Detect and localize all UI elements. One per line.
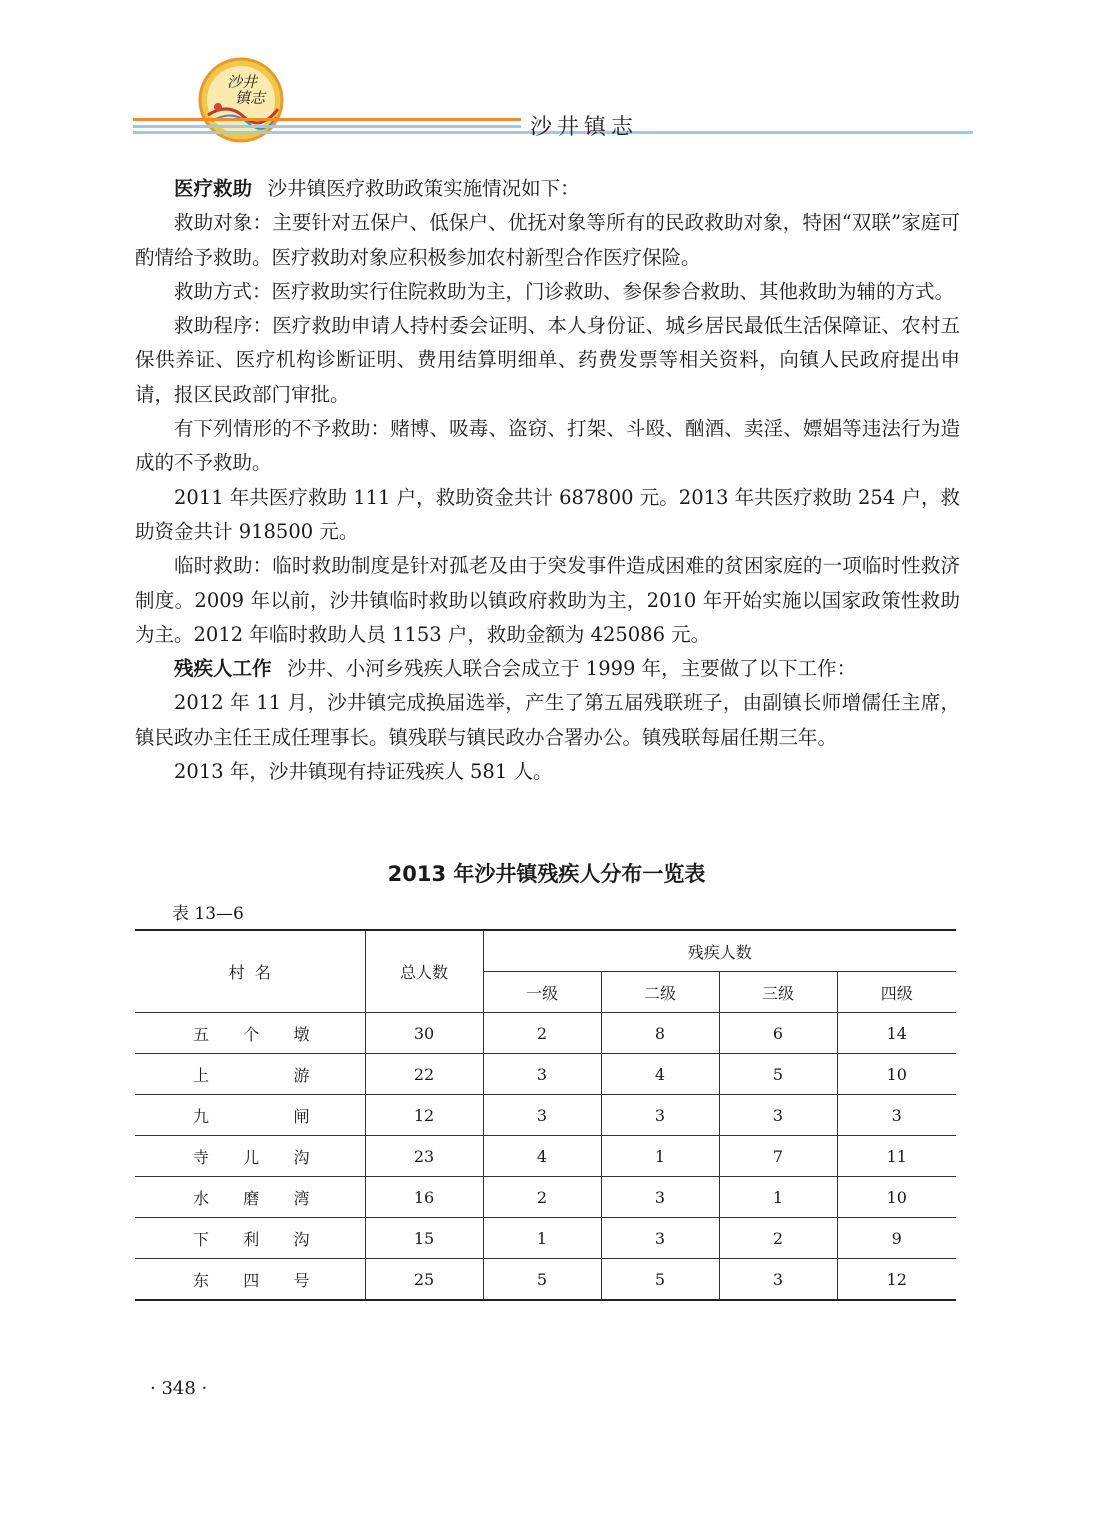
count-cell: 30 xyxy=(365,1013,483,1054)
count-cell: 3 xyxy=(483,1054,601,1095)
count-cell: 1 xyxy=(483,1218,601,1259)
count-cell: 3 xyxy=(601,1177,719,1218)
table-row xyxy=(135,1218,956,1259)
count-cell: 22 xyxy=(365,1054,483,1095)
paragraph-text: 2012 年 11 月，沙井镇完成换届选举，产生了第五届残联班子，由副镇长师增儒任主席，镇民政办主任王成任理事长。镇残联与镇民政办合署办公。镇残联每届任期三年。 xyxy=(135,691,960,749)
paragraph xyxy=(135,652,960,686)
paragraph xyxy=(135,755,960,789)
count-cell: 1 xyxy=(601,1136,719,1177)
count-cell: 15 xyxy=(365,1218,483,1259)
table-number: 表 13—6 xyxy=(172,904,244,924)
count-cell: 3 xyxy=(483,1095,601,1136)
village-name-cell: 寺儿沟 xyxy=(135,1136,365,1177)
paragraph xyxy=(135,686,960,755)
paragraph xyxy=(135,275,960,309)
page-number: · 348 · xyxy=(150,1378,208,1399)
paragraph xyxy=(135,481,960,550)
count-cell: 3 xyxy=(601,1218,719,1259)
svg-text:镇志: 镇志 xyxy=(234,89,266,107)
paragraph-text: 沙井、小河乡残疾人联合会成立于 1999 年，主要做了以下工作： xyxy=(287,657,857,681)
running-header-title: 沙井镇志 xyxy=(530,115,639,140)
section-heading: 残疾人工作 xyxy=(174,657,272,681)
village-name-cell: 下利沟 xyxy=(135,1218,365,1259)
paragraph-text: 2013 年，沙井镇现有持证残疾人 581 人。 xyxy=(174,760,553,784)
paragraph-text: 有下列情形的不予救助：赌博、吸毒、盗窃、打架、斗殴、酗酒、卖淫、嫖娼等违法行为造成的不予救助。 xyxy=(135,417,960,475)
paragraph xyxy=(135,549,960,652)
section-heading: 医疗救助 xyxy=(174,177,253,200)
paragraph xyxy=(135,412,960,481)
paragraph xyxy=(135,309,960,412)
paragraph-text: 2011 年共医疗救助 111 户，救助资金共计 687800 元。2013 年共医疗救助 254 户，救助资金共计 918500 元。 xyxy=(135,485,960,543)
count-cell: 11 xyxy=(837,1136,956,1177)
table-row xyxy=(135,1054,956,1095)
paragraph-text: 救助程序：医疗救助申请人持村委会证明、本人身份证、城乡居民最低生活保障证、农村五保供养证、医疗机构诊断证明、费用结算明细单、药费发票等相关资料，向镇人民政府提出申请，报区民政部门审批。 xyxy=(135,314,960,406)
count-cell: 14 xyxy=(837,1013,956,1054)
table-row xyxy=(135,1136,956,1177)
count-cell: 12 xyxy=(365,1095,483,1136)
header-level-3: 三级 xyxy=(719,972,837,1013)
count-cell: 16 xyxy=(365,1177,483,1218)
count-cell: 5 xyxy=(483,1259,601,1301)
header-total: 总人数 xyxy=(365,930,483,1013)
village-name-cell: 五个墩 xyxy=(135,1013,365,1054)
count-cell: 5 xyxy=(601,1259,719,1301)
paragraph xyxy=(135,206,960,275)
svg-text:沙井: 沙井 xyxy=(226,73,258,91)
count-cell: 23 xyxy=(365,1136,483,1177)
table-row xyxy=(135,1013,956,1054)
count-cell: 8 xyxy=(601,1013,719,1054)
count-cell: 1 xyxy=(719,1177,837,1218)
header-level-1: 一级 xyxy=(483,972,601,1013)
village-name-cell: 水磨湾 xyxy=(135,1177,365,1218)
paragraph-text: 临时救助：临时救助制度是针对孤老及由于突发事件造成困难的贫困家庭的一项临时性救济制度。2009 年以前，沙井镇临时救助以镇政府救助为主，2010 年开始实施以国家政策性救助为主。2012 年临时救助人员 1153 户，救助金额为 425086 元。 xyxy=(135,554,960,646)
body-text xyxy=(135,172,960,789)
count-cell: 3 xyxy=(601,1095,719,1136)
paragraph xyxy=(135,172,960,206)
count-cell: 10 xyxy=(837,1177,956,1218)
header-rule-orange xyxy=(133,118,521,121)
count-cell: 3 xyxy=(719,1095,837,1136)
table-row xyxy=(135,1177,956,1218)
count-cell: 10 xyxy=(837,1054,956,1095)
count-cell: 3 xyxy=(719,1259,837,1301)
paragraph-text: 沙井镇医疗救助政策实施情况如下： xyxy=(267,177,580,200)
header-disabled: 残疾人数 xyxy=(483,930,956,972)
count-cell: 2 xyxy=(483,1177,601,1218)
table-row xyxy=(135,1259,956,1301)
count-cell: 12 xyxy=(837,1259,956,1301)
village-name-cell: 东四号 xyxy=(135,1259,365,1301)
count-cell: 7 xyxy=(719,1136,837,1177)
village-name-cell: 九闸 xyxy=(135,1095,365,1136)
count-cell: 2 xyxy=(719,1218,837,1259)
count-cell: 25 xyxy=(365,1259,483,1301)
count-cell: 4 xyxy=(601,1054,719,1095)
count-cell: 4 xyxy=(483,1136,601,1177)
header-level-2: 二级 xyxy=(601,972,719,1013)
count-cell: 3 xyxy=(837,1095,956,1136)
header-level-4: 四级 xyxy=(837,972,956,1013)
village-name-cell: 上游 xyxy=(135,1054,365,1095)
paragraph-text: 救助方式：医疗救助实行住院救助为主，门诊救助、参保参合救助、其他救助为辅的方式。 xyxy=(174,279,955,303)
disability-table xyxy=(135,929,956,1301)
header-rule-blue xyxy=(133,125,521,128)
count-cell: 5 xyxy=(719,1054,837,1095)
count-cell: 2 xyxy=(483,1013,601,1054)
count-cell: 9 xyxy=(837,1218,956,1259)
header-village: 村 名 xyxy=(135,930,365,1013)
table-row xyxy=(135,1095,956,1136)
paragraph-text: 救助对象：主要针对五保户、低保户、优抚对象等所有的民政救助对象，特困“双联”家庭可酌情给予救助。医疗救助对象应积极参加农村新型合作医疗保险。 xyxy=(135,211,960,269)
table-title: 2013 年沙井镇残疾人分布一览表 xyxy=(387,862,706,886)
count-cell: 6 xyxy=(719,1013,837,1054)
